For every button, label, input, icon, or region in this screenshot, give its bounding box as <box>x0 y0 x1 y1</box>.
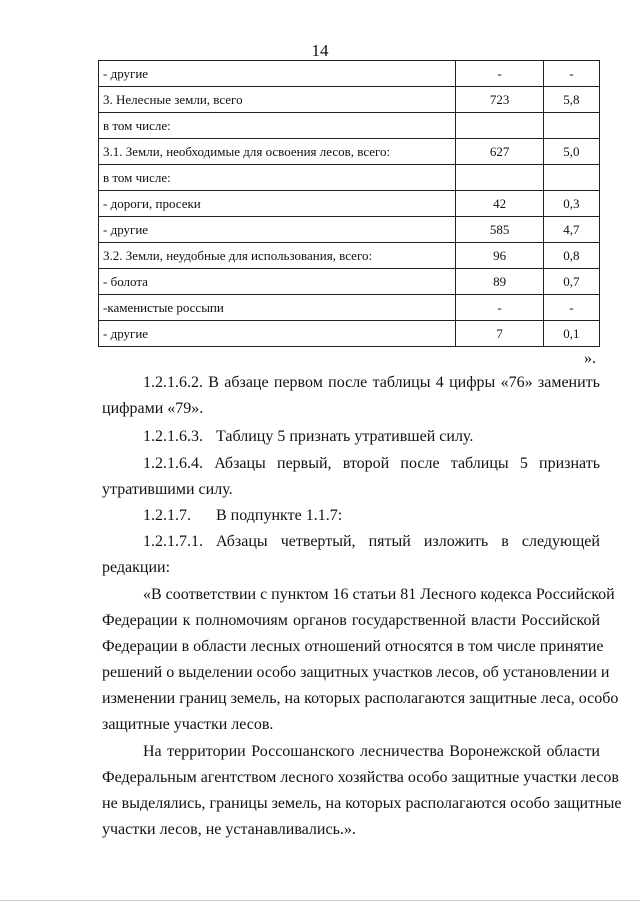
paragraph-1-2-1-7 <box>102 503 600 529</box>
quoted-paragraph-2 <box>102 739 622 843</box>
paragraph-line: утратившими силу. <box>102 481 233 498</box>
word: 5 <box>519 455 528 472</box>
paragraph-line: Федерации в области лесных отношений относятся в том числе принятие <box>102 638 604 655</box>
category-cell: в том числе: <box>99 165 456 191</box>
category-cell: - другие <box>99 321 456 347</box>
closing-quote: ». <box>584 350 596 367</box>
word: после <box>328 374 368 391</box>
percent-cell: 0,8 <box>543 243 599 269</box>
category-cell: - другие <box>99 61 456 87</box>
paragraph-line: Федерации к полномочиям органов государственной власти Российской <box>102 612 600 629</box>
table-row <box>99 191 600 217</box>
word: Абзацы <box>216 533 268 550</box>
word: следующей <box>521 533 600 550</box>
item-number: 1.2.1.6.2. <box>143 374 203 391</box>
word: пятый <box>368 533 411 550</box>
land-category-table <box>98 60 600 347</box>
paragraph-line: цифрами «79». <box>102 400 204 417</box>
category-cell: 3. Нелесные земли, всего <box>99 87 456 113</box>
percent-cell <box>543 165 599 191</box>
paragraph-line: «В соответствии с пунктом 16 статьи 81 Лесного кодекса Российской <box>143 586 615 603</box>
table-row <box>99 269 600 295</box>
paragraph-line: защитные участки лесов. <box>102 716 274 733</box>
area-cell <box>456 113 543 139</box>
word: «76» <box>500 374 533 391</box>
word: В <box>208 374 219 391</box>
area-cell: 723 <box>456 87 543 113</box>
table-row <box>99 243 600 269</box>
percent-cell: 0,7 <box>543 269 599 295</box>
area-cell: 89 <box>456 269 543 295</box>
category-cell: - другие <box>99 217 456 243</box>
table-row <box>99 139 600 165</box>
paragraph-line: На территории Россошанского лесничества Воронежской области <box>143 743 600 760</box>
word: таблицы <box>450 455 509 472</box>
table-row <box>99 217 600 243</box>
area-cell: 7 <box>456 321 543 347</box>
word: после <box>400 455 440 472</box>
table-row <box>99 113 600 139</box>
paragraph-line <box>102 503 600 529</box>
quoted-paragraph-1 <box>102 582 619 738</box>
percent-cell: 4,7 <box>543 217 599 243</box>
table-row <box>99 295 600 321</box>
word: признать <box>539 455 600 472</box>
area-cell: 42 <box>456 191 543 217</box>
item-text: Таблицу 5 признать утратившей силу. <box>216 428 474 445</box>
paragraph-line: решений о выделении особо защитных участков лесов, об установлении и <box>102 664 610 681</box>
page-number: 14 <box>311 41 329 60</box>
percent-cell: 0,1 <box>543 321 599 347</box>
percent-cell: - <box>543 61 599 87</box>
item-number: 1.2.1.6.4. <box>143 455 203 472</box>
paragraph-1-2-1-7-1 <box>102 529 600 581</box>
percent-cell: 5,8 <box>543 87 599 113</box>
word: таблицы <box>372 374 431 391</box>
word: первый, <box>277 455 332 472</box>
area-cell <box>456 165 543 191</box>
percent-cell: 5,0 <box>543 139 599 165</box>
word: заменить <box>537 374 600 391</box>
paragraph-line <box>102 370 600 396</box>
category-cell: -каменистые россыпи <box>99 295 456 321</box>
word: цифры <box>449 374 496 391</box>
category-cell: 3.1. Земли, необходимые для освоения лесов, всего: <box>99 139 456 165</box>
item-number: 1.2.1.6.3. <box>143 428 203 445</box>
table-row <box>99 321 600 347</box>
table-row <box>99 61 600 87</box>
table-row <box>99 165 600 191</box>
paragraph-line <box>102 451 600 477</box>
item-number: 1.2.1.7.1. <box>143 533 203 550</box>
word: второй <box>342 455 390 472</box>
percent-cell <box>543 113 599 139</box>
paragraph-line <box>102 424 600 450</box>
item-text: В подпункте 1.1.7: <box>216 507 343 524</box>
area-cell: - <box>456 295 543 321</box>
paragraph-line <box>102 529 600 555</box>
area-cell: 585 <box>456 217 543 243</box>
paragraph-line: участки лесов, не устанавливались.». <box>102 821 356 838</box>
area-cell: 96 <box>456 243 543 269</box>
word: изложить <box>423 533 489 550</box>
word: абзаце <box>224 374 269 391</box>
word: Абзацы <box>214 455 266 472</box>
paragraph-1-2-1-6-4 <box>102 451 600 503</box>
table-row <box>99 87 600 113</box>
page-bottom-edge <box>0 900 640 901</box>
area-cell: - <box>456 61 543 87</box>
percent-cell: 0,3 <box>543 191 599 217</box>
area-cell: 627 <box>456 139 543 165</box>
paragraph-1-2-1-6-3 <box>102 424 600 450</box>
category-cell: в том числе: <box>99 113 456 139</box>
paragraph-1-2-1-6-2 <box>102 370 600 422</box>
paragraph-line: Федеральным агентством лесного хозяйства особо защитные участки лесов <box>102 769 619 786</box>
category-cell: - дороги, просеки <box>99 191 456 217</box>
word: первом <box>273 374 323 391</box>
category-cell: 3.2. Земли, неудобные для использования, всего: <box>99 243 456 269</box>
word: четвертый, <box>280 533 356 550</box>
paragraph-line: изменении границ земель, на которых располагаются защитные леса, особо <box>102 690 619 707</box>
item-number: 1.2.1.7. <box>143 507 191 524</box>
percent-cell: - <box>543 295 599 321</box>
word: 4 <box>435 374 444 391</box>
word: в <box>501 533 509 550</box>
paragraph-line: не выделялись, границы земель, на которых располагаются особо защитные <box>102 795 622 812</box>
category-cell: - болота <box>99 269 456 295</box>
paragraph-line: редакции: <box>102 559 171 576</box>
